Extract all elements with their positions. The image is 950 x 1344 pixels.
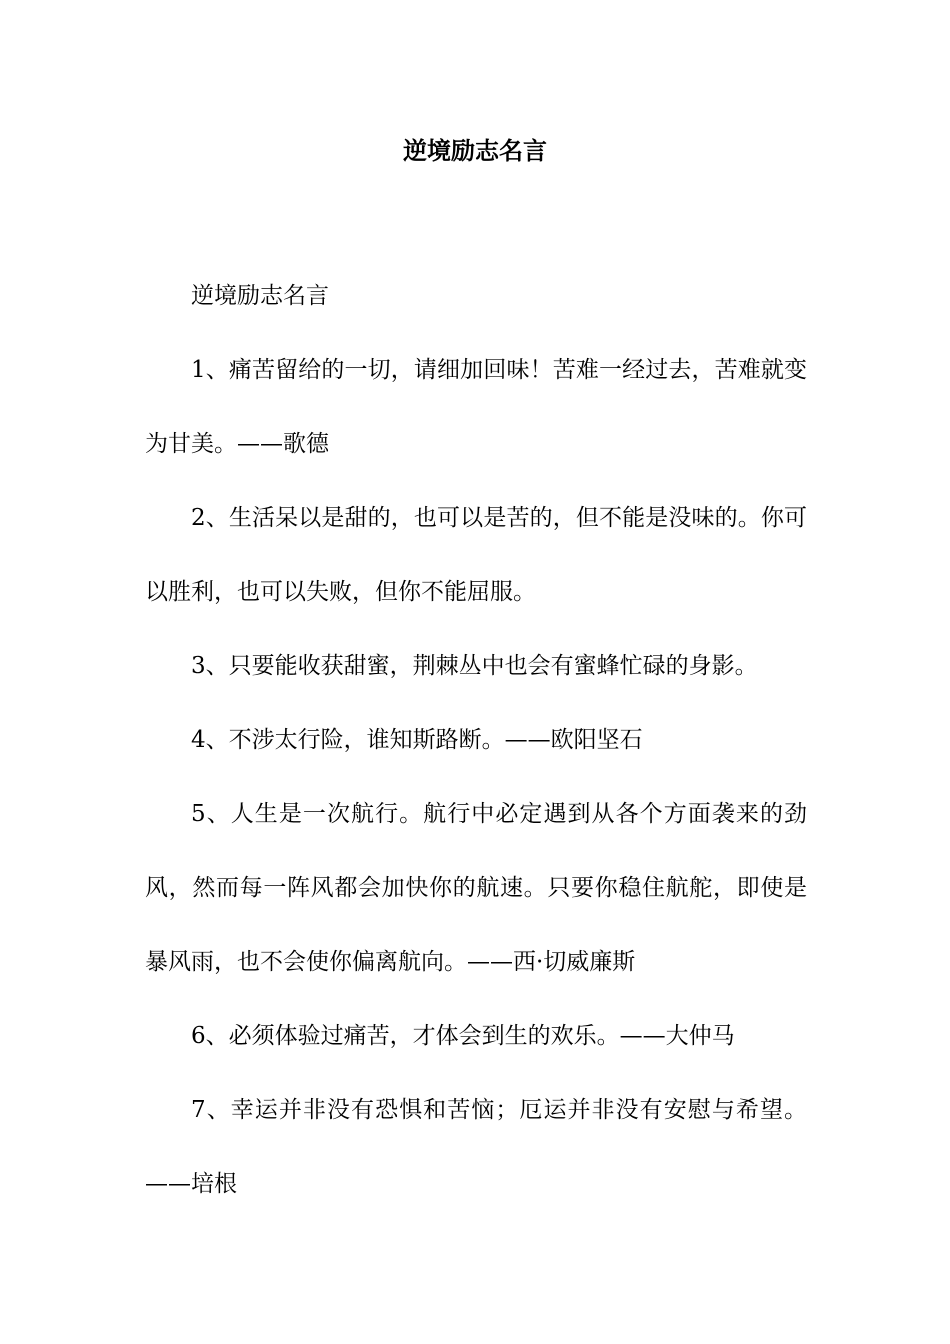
quote-1: 1、痛苦留给的一切，请细加回味！苦难一经过去，苦难就变为甘美。——歌德: [145, 357, 807, 457]
quote-4: 4、不涉太行险，谁知斯路断。——欧阳坚石: [191, 727, 643, 753]
quote-7: 7、幸运并非没有恐惧和苦恼；厄运并非没有安慰与希望。——培根: [145, 1097, 807, 1197]
quote-3: 3、只要能收获甜蜜，荆棘丛中也会有蜜蜂忙碌的身影。: [191, 653, 758, 679]
quote-2: 2、生活呆以是甜的，也可以是苦的，但不能是没味的。你可以胜利，也可以失败，但你不能屈服。: [145, 505, 807, 605]
paragraph-heading: 逆境励志名言: [191, 283, 329, 309]
quote-5: 5、人生是一次航行。航行中必定遇到从各个方面袭来的劲风，然而每一阵风都会加快你的航速。只要你稳住航舵，即使是暴风雨，也不会使你偏离航向。——西·切威廉斯: [145, 801, 807, 975]
document-title: 逆境励志名言: [403, 136, 547, 165]
document-body: [145, 259, 807, 1221]
quote-6: 6、必须体验过痛苦，才体会到生的欢乐。——大仲马: [191, 1023, 735, 1049]
